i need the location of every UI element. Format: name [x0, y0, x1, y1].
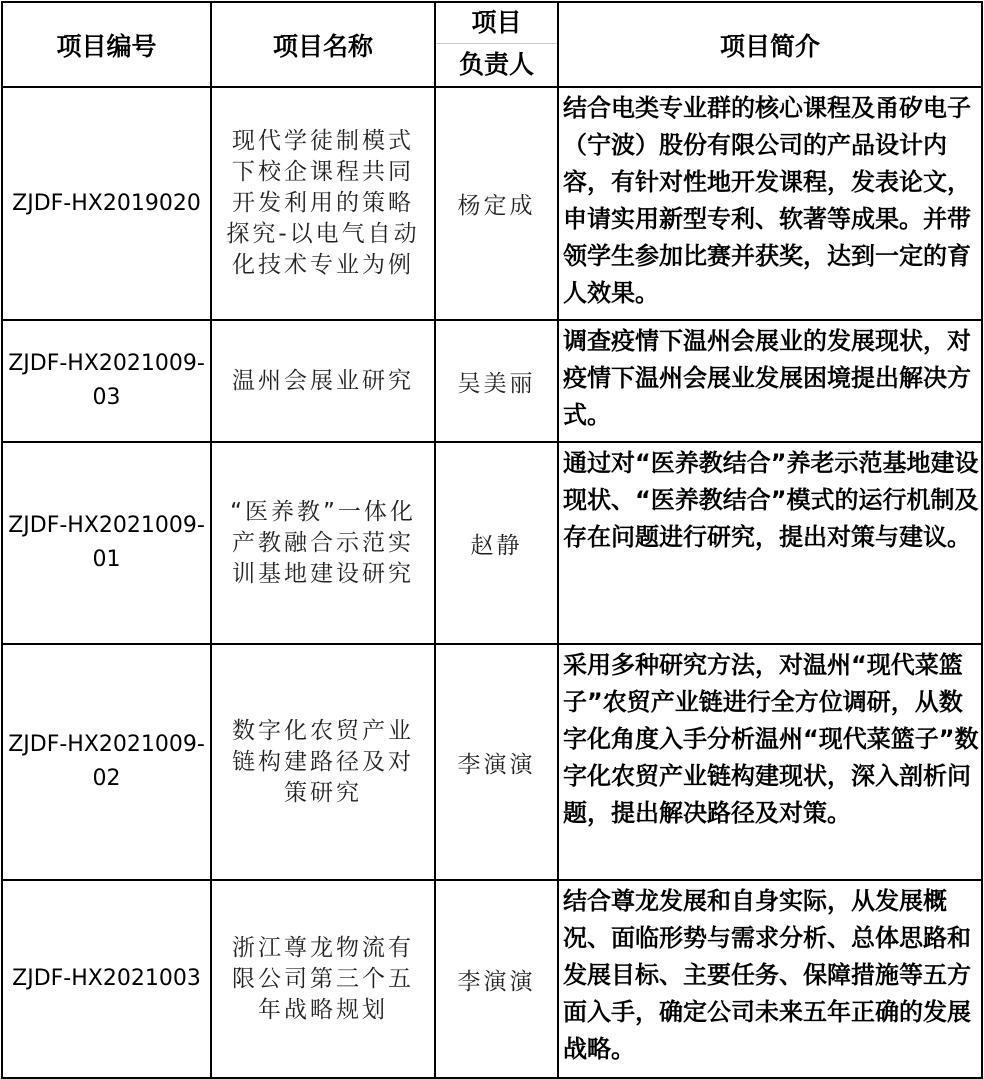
project-lead-cell: 赵静 — [435, 442, 558, 644]
header-lead-bottom: 负责人 — [458, 50, 534, 79]
project-desc-cell: 结合尊龙发展和自身实际，从发展概况、面临形势与需求分析、总体思路和发展目标、主要任务、保障措施等五方面入手，确定公司未来五年正确的发展战略。 — [558, 880, 982, 1078]
project-id-cell: ZJDF-HX2021003 — [2, 880, 211, 1078]
project-id-cell: ZJDF-HX2021009-02 — [2, 644, 211, 880]
header-project-name: 项目名称 — [211, 2, 435, 87]
table-row — [2, 320, 982, 442]
project-desc-cell: 通过对“医养教结合”养老示范基地建设现状、“医养教结合”模式的运行机制及存在问题进行研究，提出对策与建议。 — [558, 442, 982, 644]
table-row — [2, 644, 982, 880]
header-row — [2, 2, 982, 87]
project-desc-cell: 结合电类专业群的核心课程及甬矽电子（宁波）股份有限公司的产品设计内容，有针对性地开发课程，发表论文，申请实用新型专利、软著等成果。并带领学生参加比赛并获奖，达到一定的育人效果。 — [558, 87, 982, 320]
project-lead-cell: 吴美丽 — [435, 320, 558, 442]
table-row — [2, 442, 982, 644]
header-project-id: 项目编号 — [2, 2, 211, 87]
project-id-cell: ZJDF-HX2019020 — [2, 87, 211, 320]
project-id-cell: ZJDF-HX2021009-03 — [2, 320, 211, 442]
project-name-cell: 温州会展业研究 — [211, 320, 435, 442]
table-row — [2, 87, 982, 320]
project-desc-cell: 采用多种研究方法，对温州“现代菜篮子”农贸产业链进行全方位调研，从数字化角度入手分析温州“现代菜篮子”数字化农贸产业链构建现状，深入剖析问题，提出解决路径及对策。 — [558, 644, 982, 880]
project-lead-cell: 杨定成 — [435, 87, 558, 320]
project-desc-cell: 调查疫情下温州会展业的发展现状，对疫情下温州会展业发展困境提出解决方式。 — [558, 320, 982, 442]
project-name-cell: 现代学徒制模式下校企课程共同开发利用的策略探究-以电气自动化技术专业为例 — [211, 87, 435, 320]
project-lead-cell: 李演演 — [435, 644, 558, 880]
project-id-cell: ZJDF-HX2021009-01 — [2, 442, 211, 644]
project-name-cell: 数字化农贸产业链构建路径及对策研究 — [211, 644, 435, 880]
project-name-cell: “医养教”一体化产教融合示范实训基地建设研究 — [211, 442, 435, 644]
project-lead-cell: 李演演 — [435, 880, 558, 1078]
project-table — [1, 1, 983, 1079]
header-project-lead — [435, 2, 558, 87]
header-lead-top: 项目 — [436, 3, 557, 44]
project-name-cell: 浙江尊龙物流有限公司第三个五年战略规划 — [211, 880, 435, 1078]
header-project-desc: 项目简介 — [558, 2, 982, 87]
table-row — [2, 880, 982, 1078]
